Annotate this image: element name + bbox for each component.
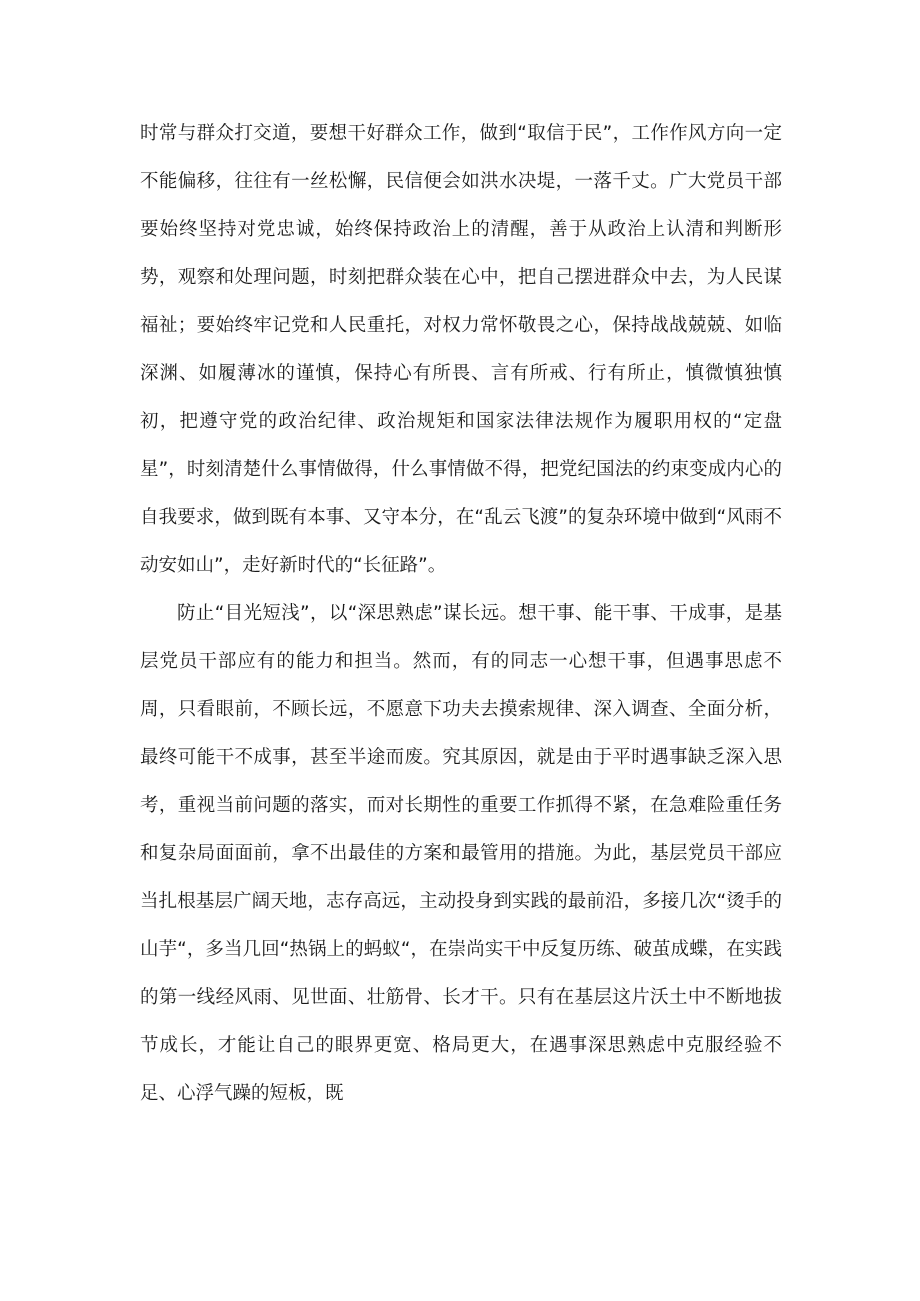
document-body	[140, 110, 782, 1118]
paragraph-2: 防止“目光短浅”，以“深思熟虑”谋长远。想干事、能干事、干成事，是基层党员干部应有的能力和担当。然而，有的同志一心想干事，但遇事思虑不周，只看眼前，不顾长远，不愿意下功夫去摸索规律、深入调查、全面分析，最终可能干不成事，甚至半途而废。究其原因，就是由于平时遇事缺乏深入思考，重视当前问题的落实，而对长期性的重要工作抓得不紧，在急难险重任务和复杂局面面前，拿不出最佳的方案和最管用的措施。为此，基层党员干部应当扎根基层广阔天地，志存高远，主动投身到实践的最前沿，多接几次“烫手的山芋“，多当几回“热锅上的蚂蚁“，在崇尚实干中反复历练、破茧成蝶，在实践的第一线经风雨、见世面、壮筋骨、长才干。只有在基层这片沃土中不断地拔节成长，才能让自己的眼界更宽、格局更大，在遇事深思熟虑中克服经验不足、心浮气躁的短板，既	[140, 603, 782, 1104]
paragraph-1: 时常与群众打交道，要想干好群众工作，做到“取信于民”，工作作风方向一定不能偏移，往往有一丝松懈，民信便会如洪水决堤，一落千丈。广大党员干部要始终坚持对党忠诚，始终保持政治上的清醒，善于从政治上认清和判断形势，观察和处理问题，时刻把群众装在心中，把自己摆进群众中去，为人民谋福祉；要始终牢记党和人民重托，对权力常怀敬畏之心，保持战战兢兢、如临深渊、如履薄冰的谨慎，保持心有所畏、言有所戒、行有所止，慎微慎独慎初，把遵守党的政治纪律、政治规矩和国家法律法规作为履职用权的“定盘星”，时刻清楚什么事情做得，什么事情做不得，把党纪国法的约束变成内心的自我要求，做到既有本事、又守本分，在“乱云飞渡”的复杂环境中做到“风雨不动安如山”，走好新时代的“长征路”。	[140, 123, 782, 576]
